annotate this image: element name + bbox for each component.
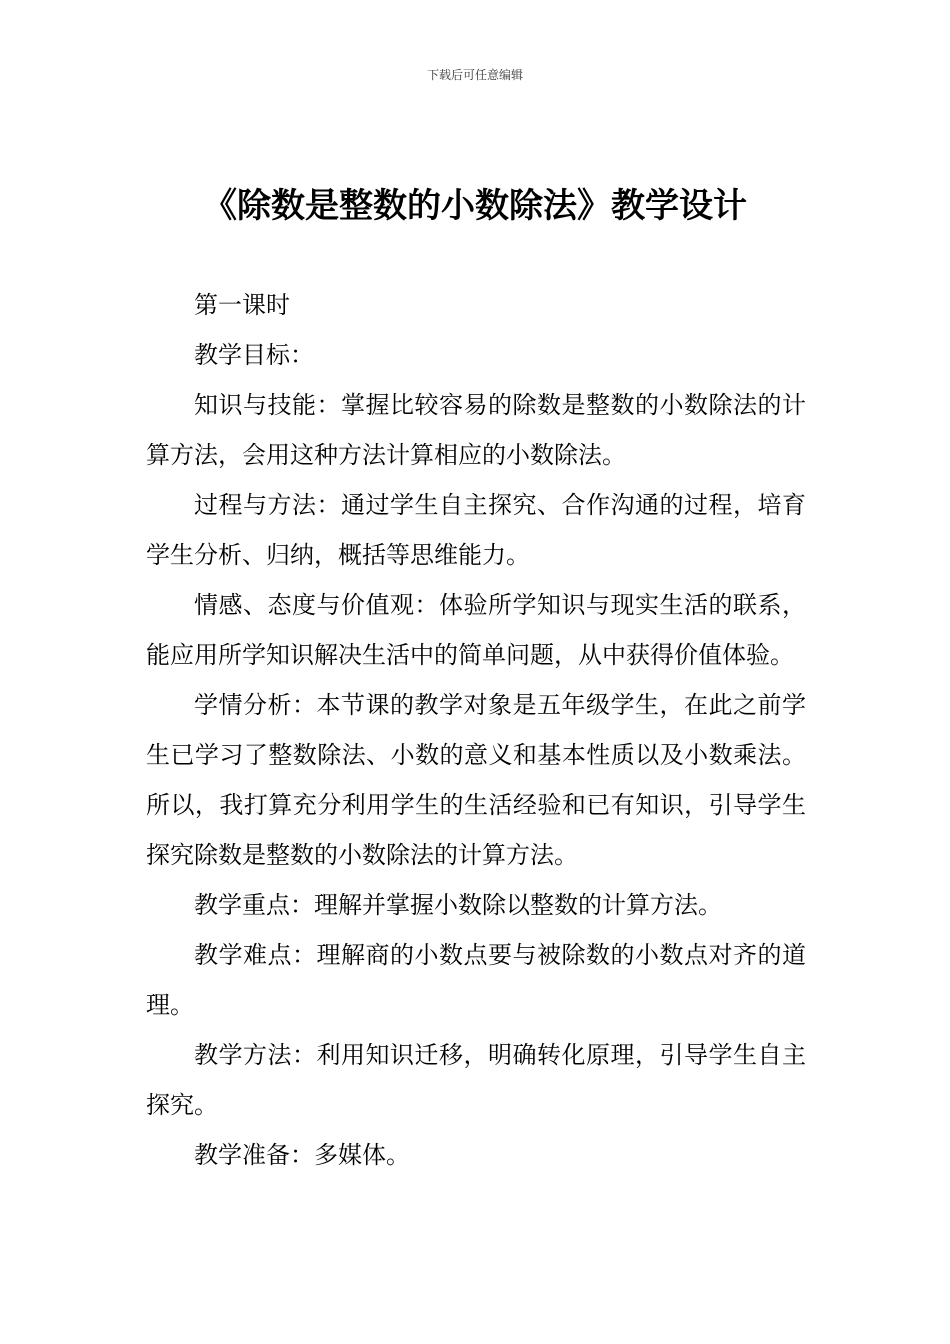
document-title: 《除数是整数的小数除法》教学设计 — [203, 186, 747, 226]
document-body — [146, 280, 806, 1180]
teaching-focus: 教学重点：理解并掌握小数除以整数的计算方法。 — [194, 891, 722, 919]
page-header-note: 下载后可任意编辑 — [426, 68, 523, 82]
objective-knowledge: 知识与技能：掌握比较容易的除数是整数的小数除法的计算方法，会用这种方法计算相应的小数除法。 — [146, 391, 806, 469]
teaching-method: 教学方法：利用知识迁移，明确转化原理，引导学生自主探究。 — [146, 1041, 806, 1119]
lesson-period: 第一课时 — [194, 291, 290, 319]
objective-process: 过程与方法：通过学生自主探究、合作沟通的过程，培育学生分析、归纳，概括等思维能力。 — [146, 491, 806, 569]
teaching-difficulty: 教学难点：理解商的小数点要与被除数的小数点对齐的道理。 — [146, 941, 806, 1019]
teaching-preparation: 教学准备：多媒体。 — [194, 1141, 410, 1169]
objective-emotion: 情感、态度与价值观：体验所学知识与现实生活的联系，能应用所学知识解决生活中的简单问题，从中获得价值体验。 — [146, 591, 806, 669]
student-analysis: 学情分析：本节课的教学对象是五年级学生，在此之前学生已学习了整数除法、小数的意义和基本性质以及小数乘法。所以，我打算充分利用学生的生活经验和已有知识，引导学生探究除数是整数的小数除法的计算方法。 — [146, 691, 806, 869]
objectives-heading: 教学目标： — [194, 341, 314, 369]
